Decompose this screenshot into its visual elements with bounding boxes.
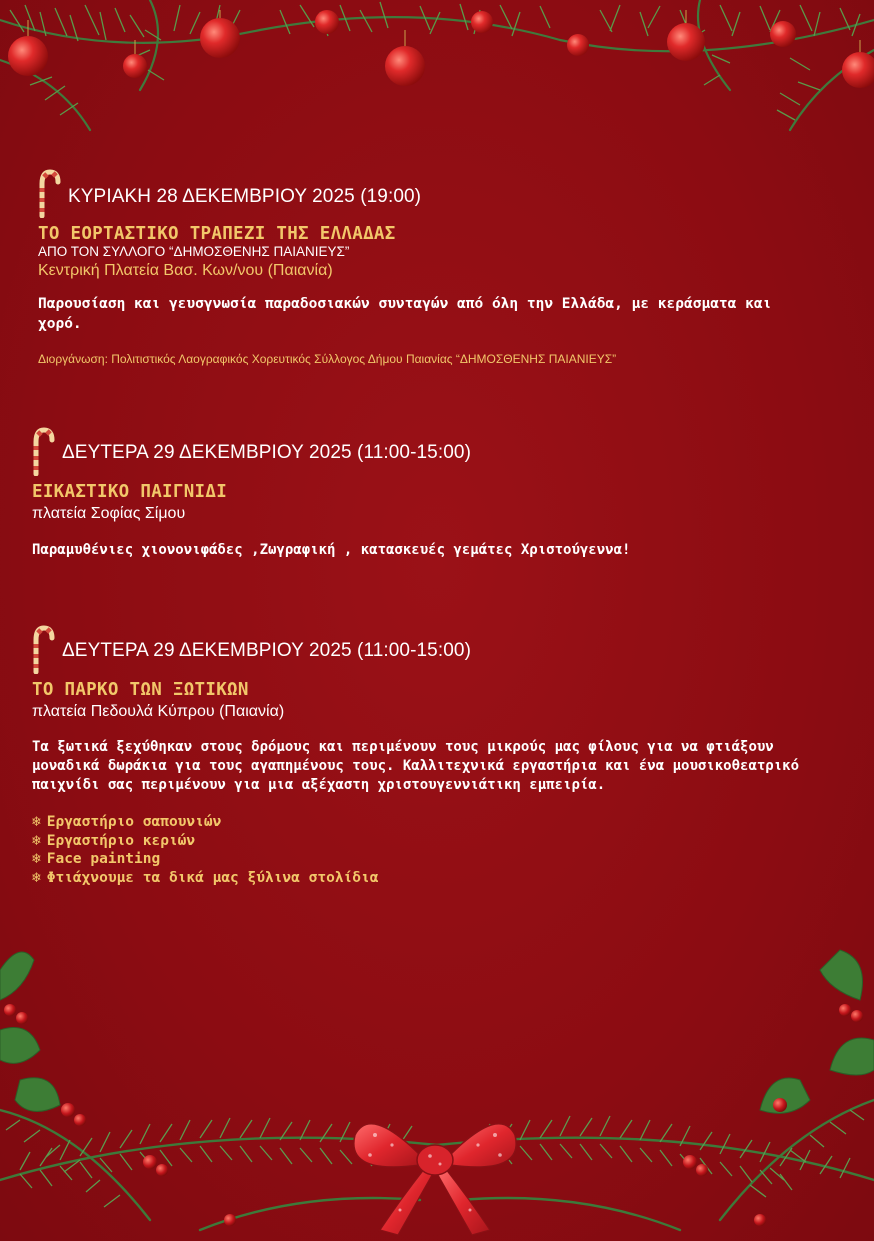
list-item: ❄ Face painting [32,851,161,867]
event-venue: πλατεία Πεδουλά Κύπρου (Παιανία) [32,703,285,720]
snowflake-icon: ❄ [32,832,41,849]
event-description: Τα ξωτικά ξεχύθηκαν στους δρόμους και περιμένουν τους μικρούς μας φίλους για να φτιάξουν μοναδικά δωράκια για τους αγαπημένους τους. Καλλιτεχνικά εργαστήρια και ένα μουσικοθεατρικό παιχνίδι σας περιμένουν για μια αξέχαστη χριστουγεννιάτικη εμπειρία. [32,739,800,793]
event-title: ΕΙΚΑΣΤΙΚΟ ΠΑΙΓΝΙΔΙ [32,482,228,502]
event-3-date-line [0,624,874,674]
event-2 [0,426,874,560]
event-3 [0,624,874,887]
activities-list [32,813,874,887]
event-subtitle: ΑΠΟ ΤΟΝ ΣΥΛΛΟΓΟ “ΔΗΜΟΣΘΕΝΗΣ ΠΑΙΑΝΙΕΥΣ” [38,244,350,259]
event-description: Παραμυθένιες χιονονιφάδες ,Ζωγραφική , κατασκευές γεμάτες Χριστούγεννα! [32,542,631,558]
candy-cane-icon [30,426,56,476]
snowflake-icon: ❄ [32,869,41,886]
event-1-date-line [0,168,874,218]
event-2-date-line [0,426,874,476]
list-item: ❄ Φτιάχνουμε τα δικά μας ξύλινα στολίδια [32,869,379,886]
top-garland-decoration [0,0,874,140]
list-item: ❄ Εργαστήριο κεριών [32,832,196,849]
snowflake-icon: ❄ [32,851,41,867]
event-date: ΚΥΡΙΑΚΗ 28 ΔΕΚΕΜΒΡΙΟΥ 2025 (19:00) [68,186,422,207]
event-1 [0,168,874,366]
event-date: ΔΕΥΤΕΡΑ 29 ΔΕΚΕΜΒΡΙΟΥ 2025 (11:00-15:00) [62,442,471,463]
event-date: ΔΕΥΤΕΡΑ 29 ΔΕΚΕΜΒΡΙΟΥ 2025 (11:00-15:00) [62,640,471,661]
event-description: Παρουσίαση και γευσγνωσία παραδοσιακών συνταγών από όλη την Ελλάδα, με κεράσματα και χορό. [38,296,772,332]
event-venue: Κεντρική Πλατεία Βασ. Κων/νου (Παιανία) [38,262,333,279]
event-title: ΤΟ ΕΟΡΤΑΣΤΙΚΟ ΤΡΑΠΕΖΙ ΤΗΣ ΕΛΛΑΔΑΣ [38,224,396,244]
snowflake-icon: ❄ [32,814,41,830]
event-title: ΤΟ ΠΑΡΚΟ ΤΩΝ ΞΩΤΙΚΩΝ [32,680,249,700]
bottom-garland-decoration [0,930,874,1241]
ribbon-bow-icon [354,1124,516,1235]
event-venue: πλατεία Σοφίας Σίμου [32,505,186,522]
candy-cane-icon [36,168,62,218]
event-organizer: Διοργάνωση: Πολιτιστικός Λαογραφικός Χορευτικός Σύλλογος Δήμου Παιανίας “ΔΗΜΟΣΘΕΝΗΣ ΠΑΙΑΝΙΕΥΣ” [38,352,617,366]
candy-cane-icon [30,624,56,674]
list-item: ❄ Εργαστήριο σαπουνιών [32,814,222,830]
